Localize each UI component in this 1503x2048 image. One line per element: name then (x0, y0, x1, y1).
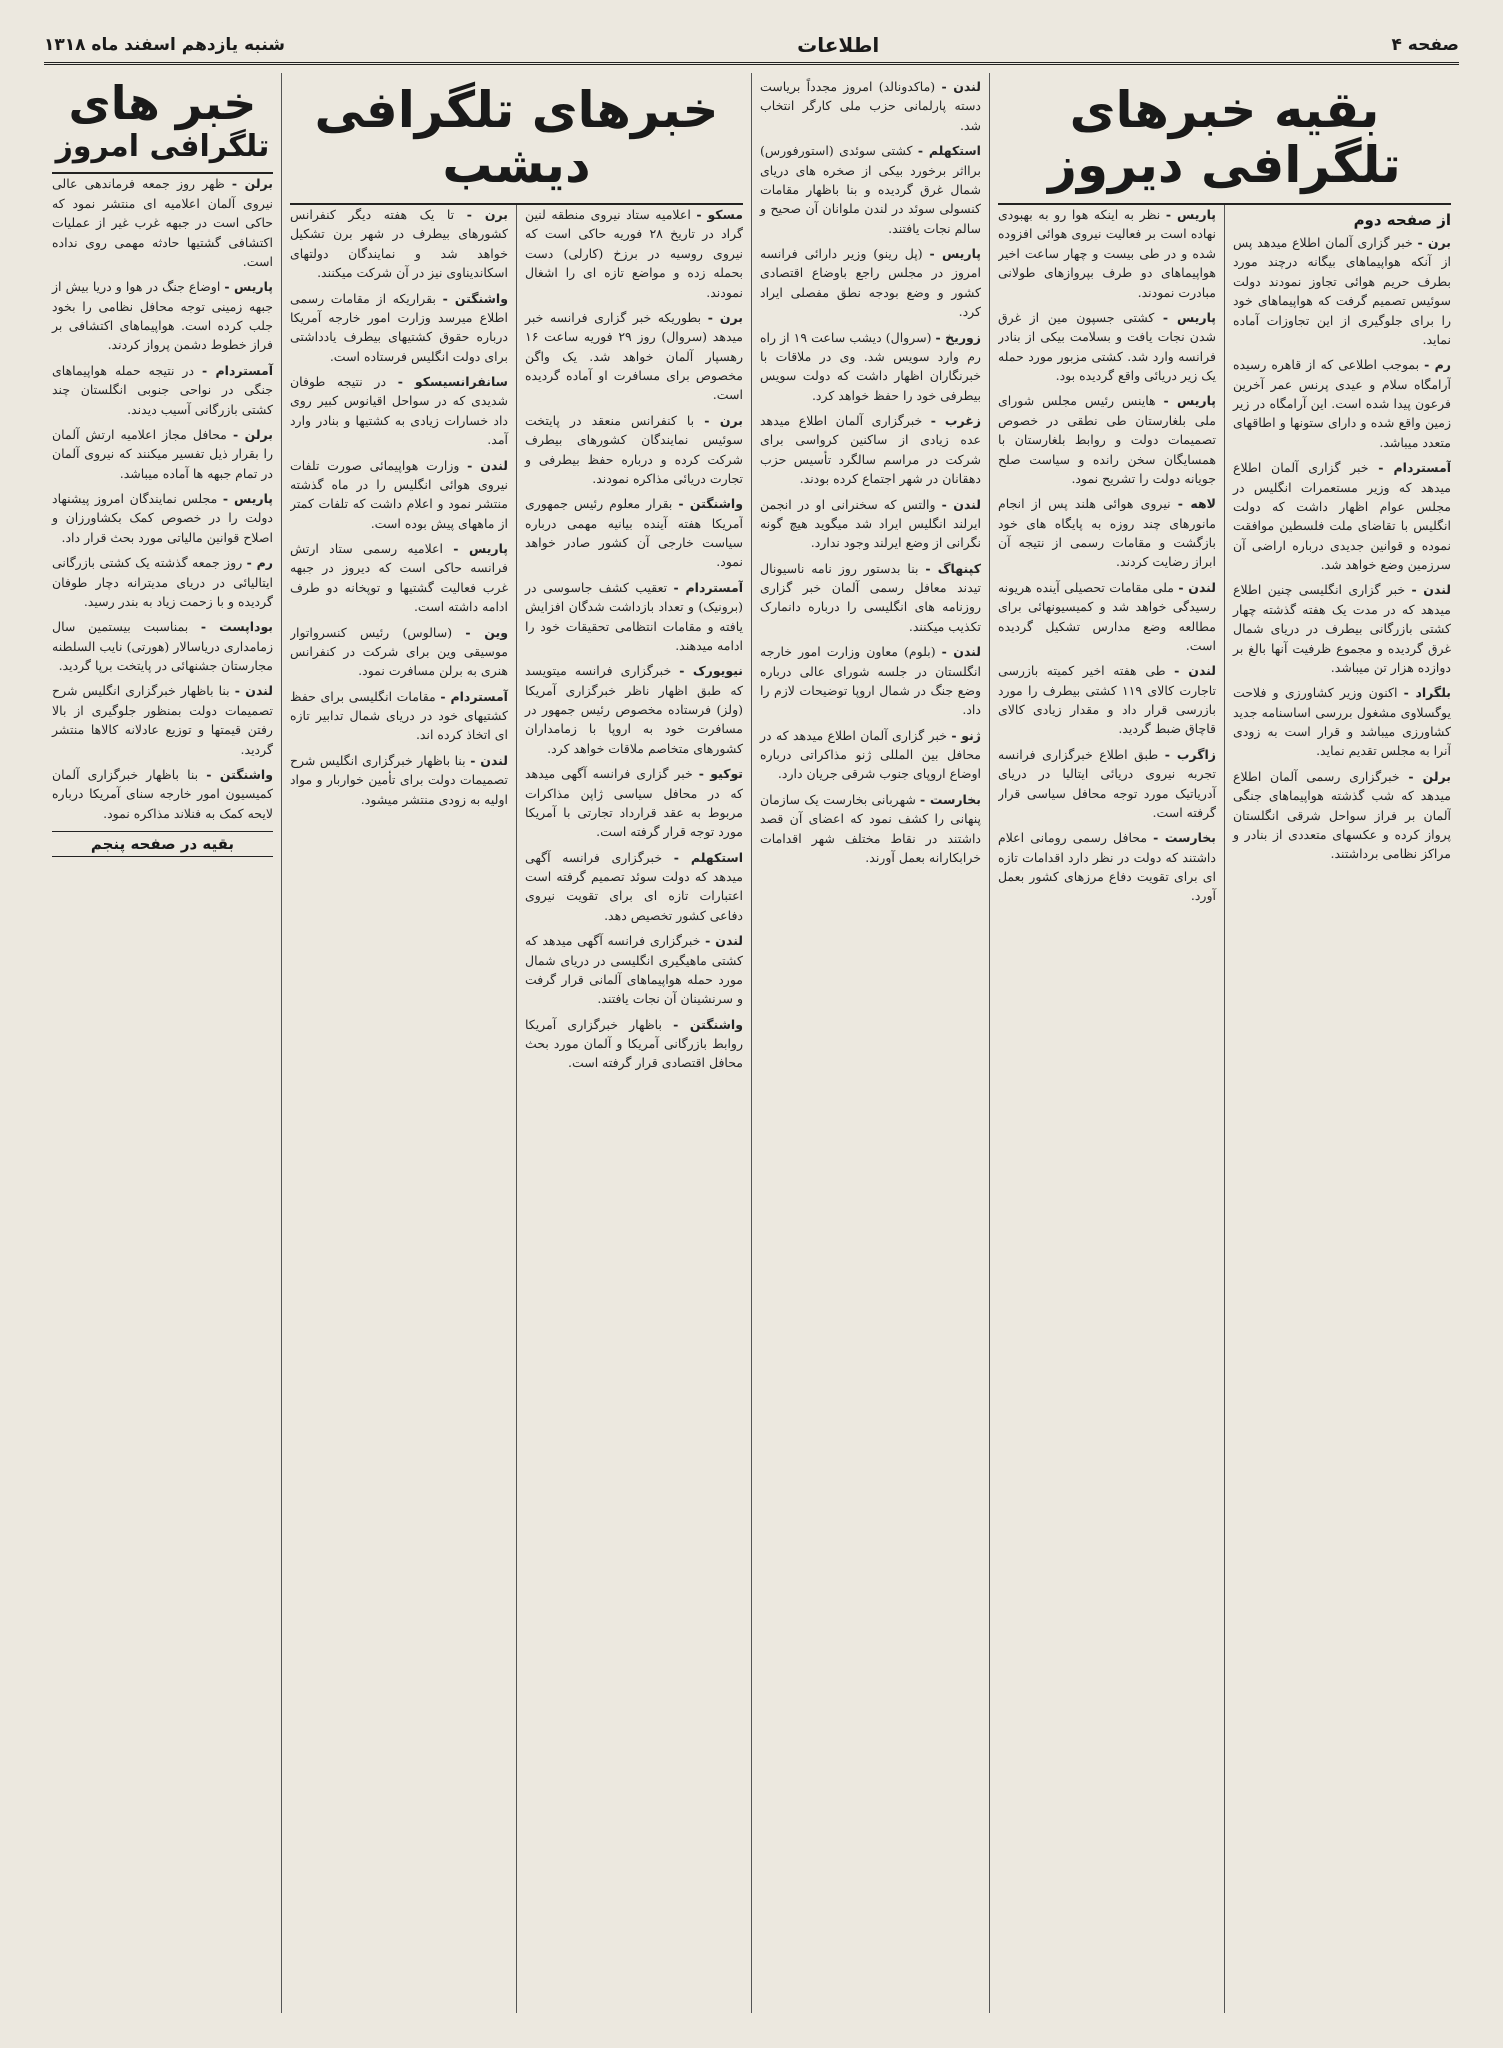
yesterday-col-2 (998, 205, 1216, 906)
news-dateline: پاریس - (222, 491, 273, 507)
news-dateline: زوریخ - (935, 329, 981, 345)
news-item (1233, 767, 1451, 864)
news-dateline: لندن - (1411, 582, 1451, 598)
news-dateline: پاریس - (1162, 309, 1216, 325)
news-dateline: لندن - (467, 457, 508, 473)
news-dateline: لاهه - (1177, 496, 1216, 512)
news-text: بقرار معلوم رئیس جمهوری آمریکا هفته آینده بیانیه مهمی درباره سیاست خارجی آن کشور صادر خواهد نمود. (524, 496, 743, 570)
news-text: خبرگزاری رسمی آلمان اطلاع میدهد که شب گذشته هواپیماهای جنگی آلمان بر فراز سواحل شرقی انگلستان پرواز کرده و عکسهای متعددی از بنادر و مراکز نظامی برداشتند. (1232, 768, 1451, 862)
news-dateline: نیویورک - (679, 663, 743, 679)
news-text: شهربانی بخارست یک سازمان پنهانی را کشف نمود که اعضای آن قصد داشتند در نقاط مختلف شهر اقدامات خرابکارانه بعمل آورند. (760, 791, 981, 865)
news-item (760, 726, 981, 784)
news-item (290, 751, 508, 809)
news-item (52, 617, 273, 675)
news-item (52, 277, 273, 355)
news-item (1233, 683, 1451, 761)
news-dateline: واشنگتن - (678, 496, 743, 512)
news-dateline: برن - (466, 207, 508, 222)
news-dateline: رم - (1424, 357, 1451, 373)
news-item (525, 205, 743, 302)
news-text: (پل رینو) وزیر دارائی فرانسه امروز در مجلس راجع باوضاع اقتصادی کشور و وضع بودجه نطق مفصلی ایراد کرد. (760, 246, 981, 320)
news-text: اعلامیه ستاد نیروی منطقه لنین گراد در تاریخ ۲۸ فوریه حاکی است که نیروی روسیه در برزخ (کارلی) دست بحمله زده و مواضع تازه ای را اشغال نمودند. (524, 207, 743, 300)
news-item (760, 642, 981, 720)
news-text: باظهار خبرگزاری آمریکا روابط بازرگانی آمریکا و آلمان مورد بحث محافل اقتصادی قرار گرفته است. (524, 1016, 743, 1071)
news-dateline: برن - (1417, 235, 1451, 250)
news-dateline: لندن - (705, 933, 743, 949)
news-text: محافل مجاز اعلامیه ارتش آلمان را بقرار ذیل تفسیر میکنند که نیروی آلمان در تمام جبهه ها آماده میباشد. (52, 426, 273, 481)
news-dateline: پاریس - (453, 541, 508, 556)
news-dateline: برلن - (231, 176, 273, 192)
news-item (525, 931, 743, 1009)
news-item (290, 539, 508, 617)
page-number: صفحه ۴ (1391, 35, 1459, 55)
continued-on-page-label: بقیه در صفحه پنجم (52, 831, 273, 857)
news-text: خبرگزاری آلمان اطلاع میدهد عده زیادی از ساکنین کرواسی برای شرکت در مراسم سالگرد تأسیس حزب دهقانان در شهر اجتماع کرده بودند. (760, 413, 981, 487)
news-text: بموجب اطلاعی که از قاهره رسیده آرامگاه سلام و عیدی پرنس عمر آخرین فرعون پیدا شده است. این آرامگاه در زیر زمین واقع شده و دارای ستونها و اطاقهای متعدد میباشد. (1232, 357, 1451, 450)
news-item (525, 764, 743, 842)
news-item (525, 848, 743, 926)
news-item (52, 174, 273, 271)
news-item (998, 308, 1216, 386)
news-item (1233, 233, 1451, 349)
news-item (998, 391, 1216, 488)
news-item (760, 141, 981, 238)
today-headline-line1: خبر های (68, 76, 257, 130)
news-item (1233, 580, 1451, 677)
news-item (525, 1015, 743, 1073)
news-dateline: واشنگتن - (673, 1016, 743, 1032)
news-item (290, 372, 508, 450)
news-item (290, 456, 508, 534)
news-text: وزارت هواپیمائی صورت تلفات نیروی هوائی انگلیس را در ماه گذشته منتشر نمود و اعلام داشت که تلفات کمتر از ماههای پیش بوده است. (289, 457, 508, 531)
news-item (760, 790, 981, 868)
news-item (290, 205, 508, 283)
news-text: (ماکدونالد) امروز مجدداً بریاست دسته پارلمانی حزب ملی کارگر انتخاب شد. (760, 79, 981, 133)
news-item (998, 828, 1216, 906)
news-text: اوضاع جنگ در هوا و دریا بیش از جبهه زمینی توجه محافل نظامی را بخود جلب کرده است. هواپیماهای اکتشافی بر فراز خطوط دشمن پرواز کردند. (52, 279, 273, 353)
news-dateline: آمستردام - (201, 362, 273, 378)
news-text: خبرگزاری فرانسه میتویسد که طبق اظهار ناظر خبرگزاری آمریکا (ولز) فرستاده مخصوص رئیس جمهور در مسافرت خود به اروپا با زمامداران کشورهای متخاصم ملاقات خواهد کرد. (524, 663, 743, 756)
news-item (760, 495, 981, 553)
news-item (998, 745, 1216, 823)
news-item (52, 765, 273, 823)
news-text: بنا بدستور روز نامه ناسیونال تیدند معافل رسمی آلمان خبر گزاری روزنامه های انگلیسی را درباره دانمارک تکذیب میکنند. (760, 560, 981, 634)
news-item (1233, 458, 1451, 574)
news-text: (سروال) دیشب ساعت ۱۹ از راه رم وارد سویس شد. وی در ملاقات با خبرنگاران اظهار داشت که دولت سویس بیطرفی خود را حفظ خواهد کرد. (760, 329, 981, 403)
news-item (525, 578, 743, 656)
news-text: در نتیجه طوفان شدیدی که در سواحل اقیانوس کبیر روی داد خسارات زیادی به کشتیها و بنادر وارد آمد. (289, 374, 508, 448)
news-item (998, 578, 1216, 656)
news-dateline: بلگراد - (1403, 685, 1451, 701)
news-text: خبر گزاری آلمان اطلاع میدهد که در محافل بین المللی ژنو مذاکراتی درباره اوضاع اروپای جنوب شرقی جریان دارد. (760, 727, 981, 782)
news-dateline: واشنگتن - (206, 766, 273, 782)
news-dateline: لندن - (941, 496, 981, 512)
news-dateline: زاگرب - (1164, 746, 1216, 762)
today-news-section (44, 73, 281, 2013)
today-news-body (52, 174, 273, 823)
news-text: خبر گزاری آلمان اطلاع میدهد که وزیر مستعمرات انگلیس در مجلس عوام اظهار داشت که دولت انگلیس با تقاضای ملت فلسطین موافقت نموده و قوانین جدیدی درباره اراضی آن سرزمین وضع خواهد شد. (1232, 460, 1451, 572)
yesterday-col-1 (1233, 233, 1451, 864)
news-dateline: پاریس - (224, 279, 273, 295)
news-dateline: لندن - (470, 752, 508, 768)
today-headline (52, 77, 273, 174)
news-text: با کنفرانس منعقد در پایتخت سوئیس نمایندگان کشورهای بیطرف شرکت کرده و درباره حفظ بیطرفی و تجارت دریائی مذاکره نمودند. (524, 412, 743, 486)
news-text: تعقیب کشف جاسوسی در (برونیک) و تعداد بازداشت شدگان افزایش یافته و مقامات انتظامی تحقیقات خود را ادامه میدهند. (524, 579, 743, 653)
yesterday-headline: بقیه خبرهای تلگرافی دیروز (998, 77, 1451, 205)
news-item (52, 489, 273, 547)
news-item (52, 553, 273, 611)
yesterday-news-section (989, 73, 1459, 2013)
news-dateline: آمستردام - (1378, 460, 1451, 476)
news-dateline: برلن - (232, 426, 273, 442)
news-text: والتس که سخنرانی او در انجمن ایرلند انگلیس ایراد شد میگوید هیچ گونه نگرانی از وضع ایرلند وجود ندارد. (760, 496, 981, 551)
news-text: تا یک هفته دیگر کنفرانس کشورهای بیطرف در شهر برن تشکیل خواهد شد و نمایندگان دولتهای اسکاندیناوی نیز در آن شرکت میکنند. (289, 207, 508, 281)
news-text: طی هفته اخیر کمیته بازرسی تاجارت کالای ۱۱۹ کشتی بیطرف را مورد بازرسی قرار داد و مقدار زیادی کالای قاچاق ضبط گردید. (997, 663, 1216, 737)
news-text: مجلس نمایندگان امروز پیشنهاد دولت را در خصوص کمک بکشاورزان و اصلاح قوانین مالیاتی مورد بحث قرار داد. (52, 491, 273, 545)
news-dateline: زغرب - (930, 413, 981, 428)
last-night-col-1 (525, 205, 743, 1073)
news-dateline: استکهلم - (917, 143, 981, 159)
news-text: طبق اطلاع خبرگزاری فرانسه تجربه نیروی دریائی ایتالیا در دریای آدریاتیک مورد توجه محافل سیاسی قرار گرفته است. (997, 746, 1216, 820)
news-text: در نتیجه حمله هواپیماهای جنگی در نواحی جنوبی انگلستان چند کشتی بازرگانی آسیب دیدند. (52, 362, 273, 417)
news-dateline: لندن - (234, 683, 273, 699)
continued-from-label: از صفحه دوم (1353, 211, 1451, 229)
news-item (998, 205, 1216, 302)
news-item (52, 361, 273, 419)
news-dateline: رم - (246, 555, 273, 571)
news-item (525, 661, 743, 758)
news-item (998, 494, 1216, 572)
news-dateline: بخارست - (920, 791, 981, 807)
news-item (760, 77, 981, 135)
news-dateline: برن - (704, 412, 743, 428)
yesterday-news-col-3 (751, 73, 989, 2013)
news-item (760, 411, 981, 489)
news-text: (سالوس) رئیس کنسرواتوار موسیقی وین برای شرکت در کنفرانس هنری به برلن مسافرت نمود. (289, 624, 508, 679)
news-dateline: پاریس - (929, 246, 981, 261)
news-dateline: واشنگتن - (442, 290, 508, 306)
news-dateline: توکیو - (698, 766, 743, 782)
news-text: مقامات انگلیسی برای حفظ کشتیهای خود در دریای شمال تدابیر تازه ای اتخاذ کرده اند. (289, 688, 508, 743)
news-dateline: سانفرانسیسکو - (397, 374, 508, 389)
news-text: محافل رسمی رومانی اعلام داشتند که دولت در نظر دارد اقدامات تازه ای برای تقویت دفاع مرزهای کشور بعمل آورد. (997, 830, 1216, 904)
news-dateline: پاریس - (1165, 207, 1216, 222)
news-dateline: پاریس - (1163, 393, 1216, 409)
news-dateline: بوداپست - (200, 619, 273, 635)
news-text: بنا باظهار خبرگزاری انگلیس شرح تصمیمات دولت برای تأمین خواربار و مواد اولیه به زودی منتشر میشود. (289, 752, 508, 807)
masthead (44, 28, 1459, 65)
news-text: نیروی هوائی هلند پس از انجام مانورهای چند روزه به پایگاه های خود بازگشت و مقامات رسمی از نتیجه آن ابراز رضایت کردند. (997, 496, 1216, 570)
news-text: بطوریکه خبر گزاری فرانسه خبر میدهد (سروال) روز ۲۹ فوریه ساعت ۱۶ رهسپار آلمان خواهد شد. یک واگن مخصوص برای مسافرت او آماده گردیده است. (524, 309, 743, 403)
news-text: خبر گزاری فرانسه آگهی میدهد که در محافل سیاسی ژاپن مذاکرات مربوط به عقد قرارداد تجارتی با آمریکا مورد توجه قرار گرفته است. (524, 766, 743, 840)
last-night-headline: خبرهای تلگرافی دیشب (290, 77, 743, 205)
today-headline-line2: تلگرافی امروز (55, 128, 270, 164)
last-night-news-section (281, 73, 751, 2013)
news-dateline: لندن - (941, 79, 981, 94)
news-text: کشتی سوئدی (استورفورس) برااثر برخورد بیکی از صخره های دریای شمال غرق گردیده و بنا باظهار مقامات کنسولی سوئد در لندن ملوانان آن صحیح و سالم نجات یافتند. (760, 143, 981, 236)
news-item (290, 623, 508, 681)
news-text: ملی مقامات تحصیلی آینده هریونه رسیدگی خواهد شد و کمیسیونهائی برای مطالعه وضع مدارس تشکیل گردیده است. (997, 579, 1216, 653)
news-item (525, 494, 743, 572)
news-dateline: آمستردام - (440, 688, 508, 704)
news-text: خبرگزاری فرانسه آگهی میدهد که کشتی ماهیگیری انگلیسی در دریای شمال مورد حمله هواپیماهای آلمانی قرار گرفت و سرنشینان آن نجات یافتند. (524, 933, 743, 1007)
news-text: اکنون وزیر کشاورزی و فلاحت یوگسلاوی مشغول بررسی اساسنامه جدید کشاورزی میباشد و قرار است به زودی آنرا به مجلس تقدیم نماید. (1232, 685, 1451, 759)
article-columns (44, 73, 1459, 2013)
news-text: خبر گزاری انگلیسی چنین اطلاع میدهد که در مدت یک هفته گذشته چهار کشتی بازرگانی بیطرف در دریای شمال غرق گردیده و مجموع ظرفیت آنها بالغ بر دوازده هزار تن میباشد. (1232, 582, 1451, 675)
news-dateline: آمستردام - (673, 579, 743, 595)
news-item (998, 661, 1216, 739)
news-item (760, 559, 981, 637)
news-text: بنا باظهار خبرگزاری آلمان کمیسیون امور خارجه سنای آمریکا درباره لایحه کمک به فنلاند مذاکره نمود. (52, 766, 273, 821)
news-item (760, 244, 981, 322)
news-text: ظهر روز جمعه فرماندهی عالی نیروی آلمان اعلامیه ای منتشر نمود که حاکی است در جبهه غرب غیر از عملیات اکتشافی گشتیها حادثه مهمی روی نداده است. (52, 176, 273, 269)
news-item (1233, 355, 1451, 452)
news-text: (بلوم) معاون وزارت امور خارجه انگلستان در جلسه شورای عالی درباره وضع جنگ در شمال اروپا توضیحات لازم را داد. (760, 644, 981, 718)
news-item (525, 411, 743, 489)
newspaper-name: اطلاعات (797, 33, 880, 57)
news-dateline: لندن - (941, 644, 981, 660)
news-item (52, 425, 273, 483)
news-text: بقراریکه از مقامات رسمی اطلاع میرسد وزارت امور خارجه آمریکا درباره حقوق کشتیهای بیطرف یادداشتی برای دولت انگلیس فرستاده است. (289, 290, 508, 364)
news-dateline: برن - (707, 309, 743, 325)
news-text: روز جمعه گذشته یک کشتی بازرگانی ایتالیائی در دریای مدیترانه دچار طوفان گردیده و با زحمت زیاد به بندر رسید. (52, 555, 273, 609)
news-item (760, 328, 981, 406)
yesterday-col-3 (760, 77, 981, 867)
news-text: کشتی جسپون مین از غرق شدن نجات یافت و بسلامت بیکی از بنادر فرانسه وارد شد. کشتی مزبور مورد حمله یک زیر دریائی واقع گردیده بود. (997, 309, 1216, 383)
news-item (290, 289, 508, 367)
news-item (52, 681, 273, 759)
news-text: اعلامیه رسمی ستاد ارتش فرانسه حاکی است که دیروز در جبهه غرب فعالیت گشتیها و توپخانه دو طرف ادامه داشته است. (289, 541, 508, 615)
news-item (290, 687, 508, 745)
news-dateline: لندن - (1174, 663, 1216, 679)
news-text: بمناسبت بیستمین سال زمامداری دریاسالار (هورتی) نایب السلطنه مجارستان جشنهائی در پایتخت برپا گردید. (52, 619, 273, 674)
news-dateline: ژنو - (951, 727, 981, 743)
news-dateline: بخارست - (1153, 830, 1216, 846)
issue-date: شنبه یازدهم اسفند ماه ۱۳۱۸ (44, 35, 285, 55)
news-text: خبرگزاری فرانسه آگهی میدهد که دولت سوئد تصمیم گرفته است اعتبارات تازه ای برای تقویت نیروی دفاعی کشور تخصیص دهد. (524, 849, 743, 923)
last-night-col-2 (290, 205, 508, 809)
news-text: خبر گزاری آلمان اطلاع میدهد پس از آنکه هواپیماهای بیگانه درچند مورد بطرف حریم هوائی تجاوز نمودند دولت سوئیس تصمیم گرفت که هواپیماهای خود را برای جلوگیری از این تجاوزات آماده نماید. (1232, 235, 1451, 347)
news-dateline: برلن - (1408, 768, 1451, 784)
news-text: بنا باظهار خبرگزاری انگلیس شرح تصمیمات دولت بمنظور جلوگیری از بالا رفتن قیمتها و توزیع عادلانه کالاها منتشر گردید. (52, 683, 273, 757)
news-dateline: استکهلم - (673, 849, 743, 865)
news-dateline: کپنهاگ - (925, 560, 981, 576)
news-item (525, 308, 743, 405)
news-text: نظر به اینکه هوا رو به بهبودی نهاده است بر فعالیت نیروی هوائی افزوده شده و در طی بیست و چهار ساعت اخیر هواپیماهای دو طرف بپروازهای طولانی مبادرت نمودند. (997, 207, 1216, 300)
news-dateline: لندن - (1178, 579, 1216, 595)
news-text: هاینس رئیس مجلس شورای ملی بلغارستان طی نطقی در خصوص تصمیمات دولت و روابط بلغارستان با همسایگان سخن رانده و سیاست صلح جویانه دولت را تشریح نمود. (997, 393, 1216, 486)
news-dateline: مسکو - (696, 207, 743, 222)
news-dateline: وین - (465, 624, 508, 640)
